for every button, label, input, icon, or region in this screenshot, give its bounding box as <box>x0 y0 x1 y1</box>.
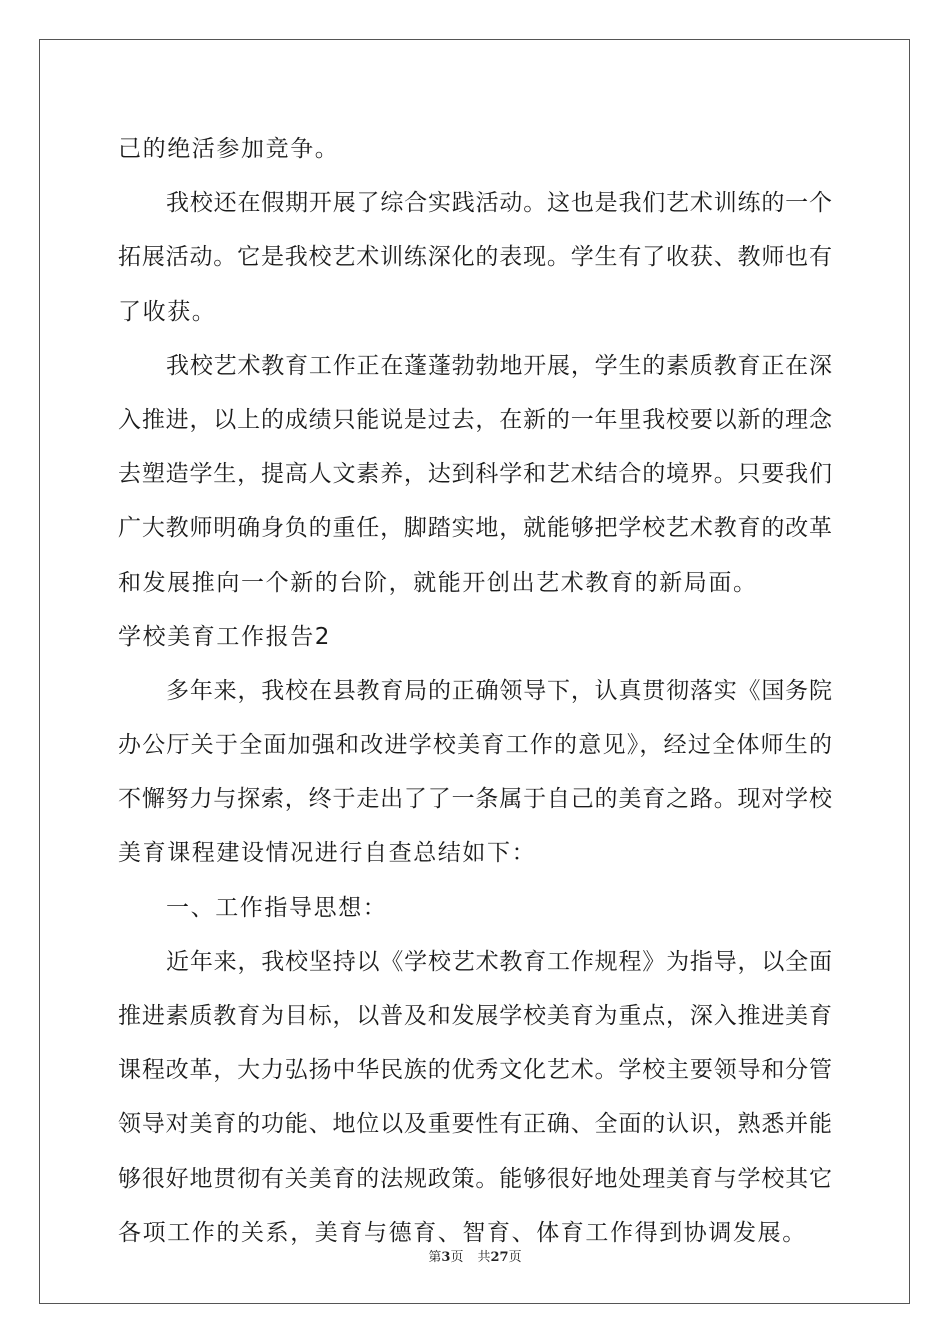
total-label-suffix: 页 <box>508 1250 522 1265</box>
text-line: 各项工作的关系，美育与德育、智育、体育工作得到协调发展。 <box>118 1219 807 1246</box>
page-label-suffix: 页 <box>450 1250 464 1265</box>
text-line: 美育课程建设情况进行自查总结如下： <box>118 840 537 867</box>
page-footer <box>0 1246 950 1265</box>
paragraph-first-line: 我校艺术教育工作正在蓬蓬勃勃地开展，学生的素质教育正在深 <box>166 352 832 379</box>
section-heading: 学校美育工作报告2 <box>118 623 332 650</box>
text-line: 办公厅关于全面加强和改进学校美育工作的意见》，经过全体师生的 <box>118 732 832 759</box>
text-line: 和发展推向一个新的台阶，就能开创出艺术教育的新局面。 <box>118 569 758 596</box>
text-line: 课程改革，大力弘扬中华民族的优秀文化艺术。学校主要领导和分管 <box>118 1057 832 1084</box>
subheading: 一、工作指导思想： <box>166 894 388 921</box>
paragraph-first-line: 近年来，我校坚持以《学校艺术教育工作规程》为指导，以全面 <box>166 948 832 975</box>
page-number: 3 <box>441 1250 451 1265</box>
text-line: 领导对美育的功能、地位以及重要性有正确、全面的认识，熟悉并能 <box>118 1111 832 1138</box>
paragraph-first-line: 我校还在假期开展了综合实践活动。这也是我们艺术训练的一个 <box>166 190 832 217</box>
text-line: 广大教师明确身负的重任，脚踏实地，就能够把学校艺术教育的改革 <box>118 515 832 542</box>
total-pages: 27 <box>490 1250 509 1265</box>
page-label-prefix: 第 <box>428 1250 442 1265</box>
text-line: 入推进，以上的成绩只能说是过去，在新的一年里我校要以新的理念 <box>118 406 832 433</box>
document-body <box>118 122 832 1260</box>
text-line: 推进素质教育为目标，以普及和发展学校美育为重点，深入推进美育 <box>118 1003 832 1029</box>
text-line: 己的绝活参加竞争。 <box>118 136 340 162</box>
text-line: 了收获。 <box>118 298 217 325</box>
text-line: 去塑造学生，提高人文素养，达到科学和艺术结合的境界。只要我们 <box>118 461 832 488</box>
text-line: 不懈努力与探索，终于走出了了一条属于自己的美育之路。现对学校 <box>118 786 832 813</box>
text-line: 够很好地贯彻有关美育的法规政策。能够很好地处理美育与学校其它 <box>118 1165 832 1192</box>
text-line: 拓展活动。它是我校艺术训练深化的表现。学生有了收获、教师也有 <box>118 244 832 271</box>
paragraph-first-line: 多年来，我校在县教育局的正确领导下，认真贯彻落实《国务院 <box>166 677 832 704</box>
total-label-prefix: 共 <box>477 1250 491 1265</box>
